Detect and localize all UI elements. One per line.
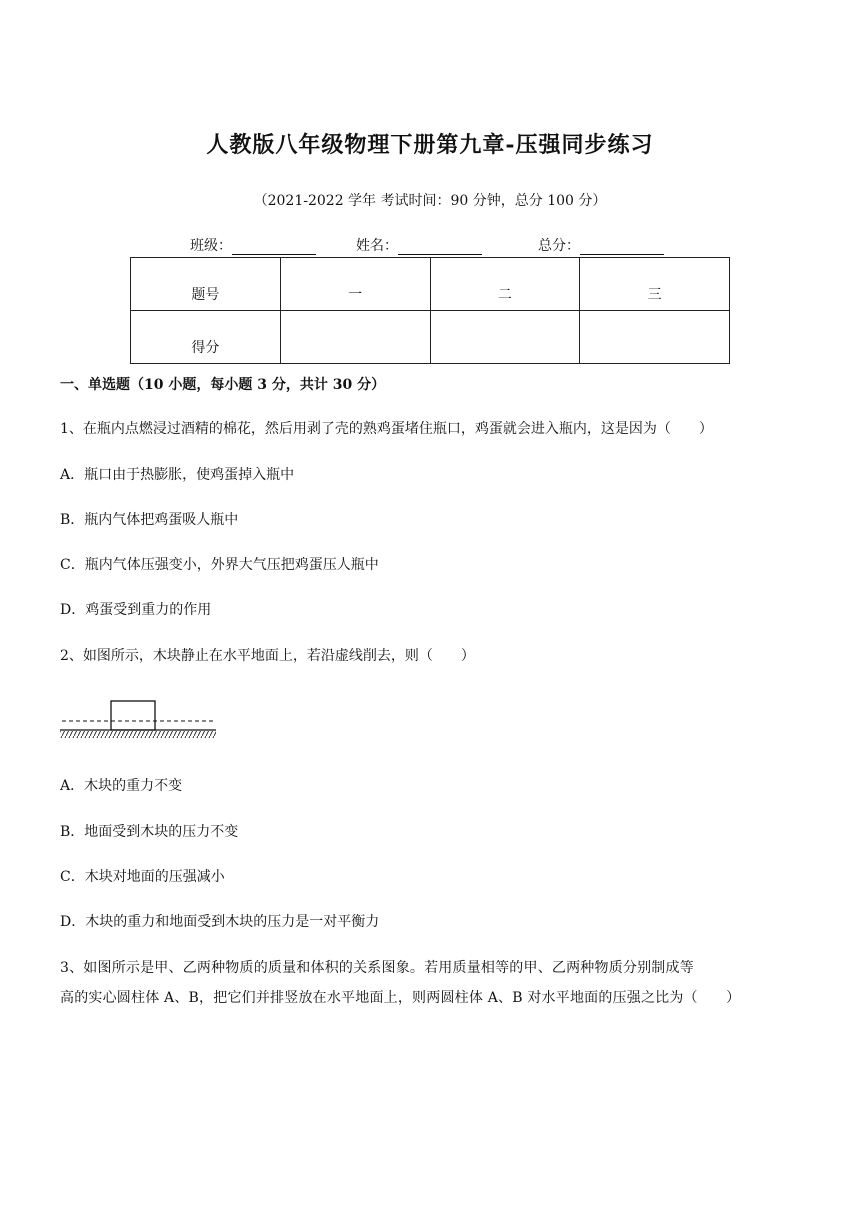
question-1-option-d: D．鸡蛋受到重力的作用 xyxy=(60,602,212,618)
question-2-option-a: A．木块的重力不变 xyxy=(60,778,183,794)
table-cell: 二 xyxy=(430,258,580,311)
total-blank[interactable] xyxy=(580,240,664,255)
page-title: 人教版八年级物理下册第九章-压强同步练习 xyxy=(206,132,654,158)
wood-block xyxy=(111,701,155,730)
student-info-row xyxy=(190,235,690,255)
question-3-stem-line-2: 高的实心圆柱体 A、B，把它们并排竖放在水平地面上，则两圆柱体 A、B 对水平地面的压强之比为（ ） xyxy=(60,990,741,1006)
exam-subtitle: （2021-2022 学年 考试时间：90 分钟，总分 100 分） xyxy=(253,193,607,209)
ground-hatching xyxy=(60,731,216,738)
class-field xyxy=(190,235,316,255)
score-table xyxy=(130,257,730,364)
question-2-option-b: B．地面受到木块的压力不变 xyxy=(60,824,239,840)
table-cell: 题号 xyxy=(131,258,281,311)
question-2-option-d: D．木块的重力和地面受到木块的压力是一对平衡力 xyxy=(60,914,380,930)
table-cell: 三 xyxy=(580,258,730,311)
class-label: 班级： xyxy=(190,238,232,254)
score-cell[interactable] xyxy=(580,311,730,364)
total-label: 总分： xyxy=(538,238,580,254)
question-1-stem: 1、在瓶内点燃浸过酒精的棉花，然后用剥了壳的熟鸡蛋堵住瓶口，鸡蛋就会进入瓶内，这是因为（ ） xyxy=(60,421,713,437)
table-row xyxy=(131,258,730,311)
table-cell: 得分 xyxy=(131,311,281,364)
table-cell: 一 xyxy=(280,258,430,311)
total-field xyxy=(538,235,664,255)
question-2-stem: 2、如图所示，木块静止在水平地面上，若沿虚线削去，则（ ） xyxy=(60,648,475,664)
score-cell[interactable] xyxy=(430,311,580,364)
class-blank[interactable] xyxy=(232,240,316,255)
question-3-stem-line-1: 3、如图所示是甲、乙两种物质的质量和体积的关系图象。若用质量相等的甲、乙两种物质分别制成等 xyxy=(60,960,694,976)
section-heading: 一、单选题（10 小题，每小题 3 分，共计 30 分） xyxy=(60,377,386,393)
question-1-option-c: C．瓶内气体压强变小，外界大气压把鸡蛋压人瓶中 xyxy=(60,557,379,573)
name-label: 姓名： xyxy=(356,238,398,254)
question-2-option-c: C．木块对地面的压强减小 xyxy=(60,869,225,885)
question-1-option-a: A．瓶口由于热膨胀，使鸡蛋掉入瓶中 xyxy=(60,467,295,483)
score-cell[interactable] xyxy=(280,311,430,364)
name-blank[interactable] xyxy=(398,240,482,255)
name-field xyxy=(356,235,482,255)
wood-block-figure xyxy=(58,696,220,742)
question-1-option-b: B．瓶内气体把鸡蛋吸人瓶中 xyxy=(60,512,239,528)
table-row xyxy=(131,311,730,364)
